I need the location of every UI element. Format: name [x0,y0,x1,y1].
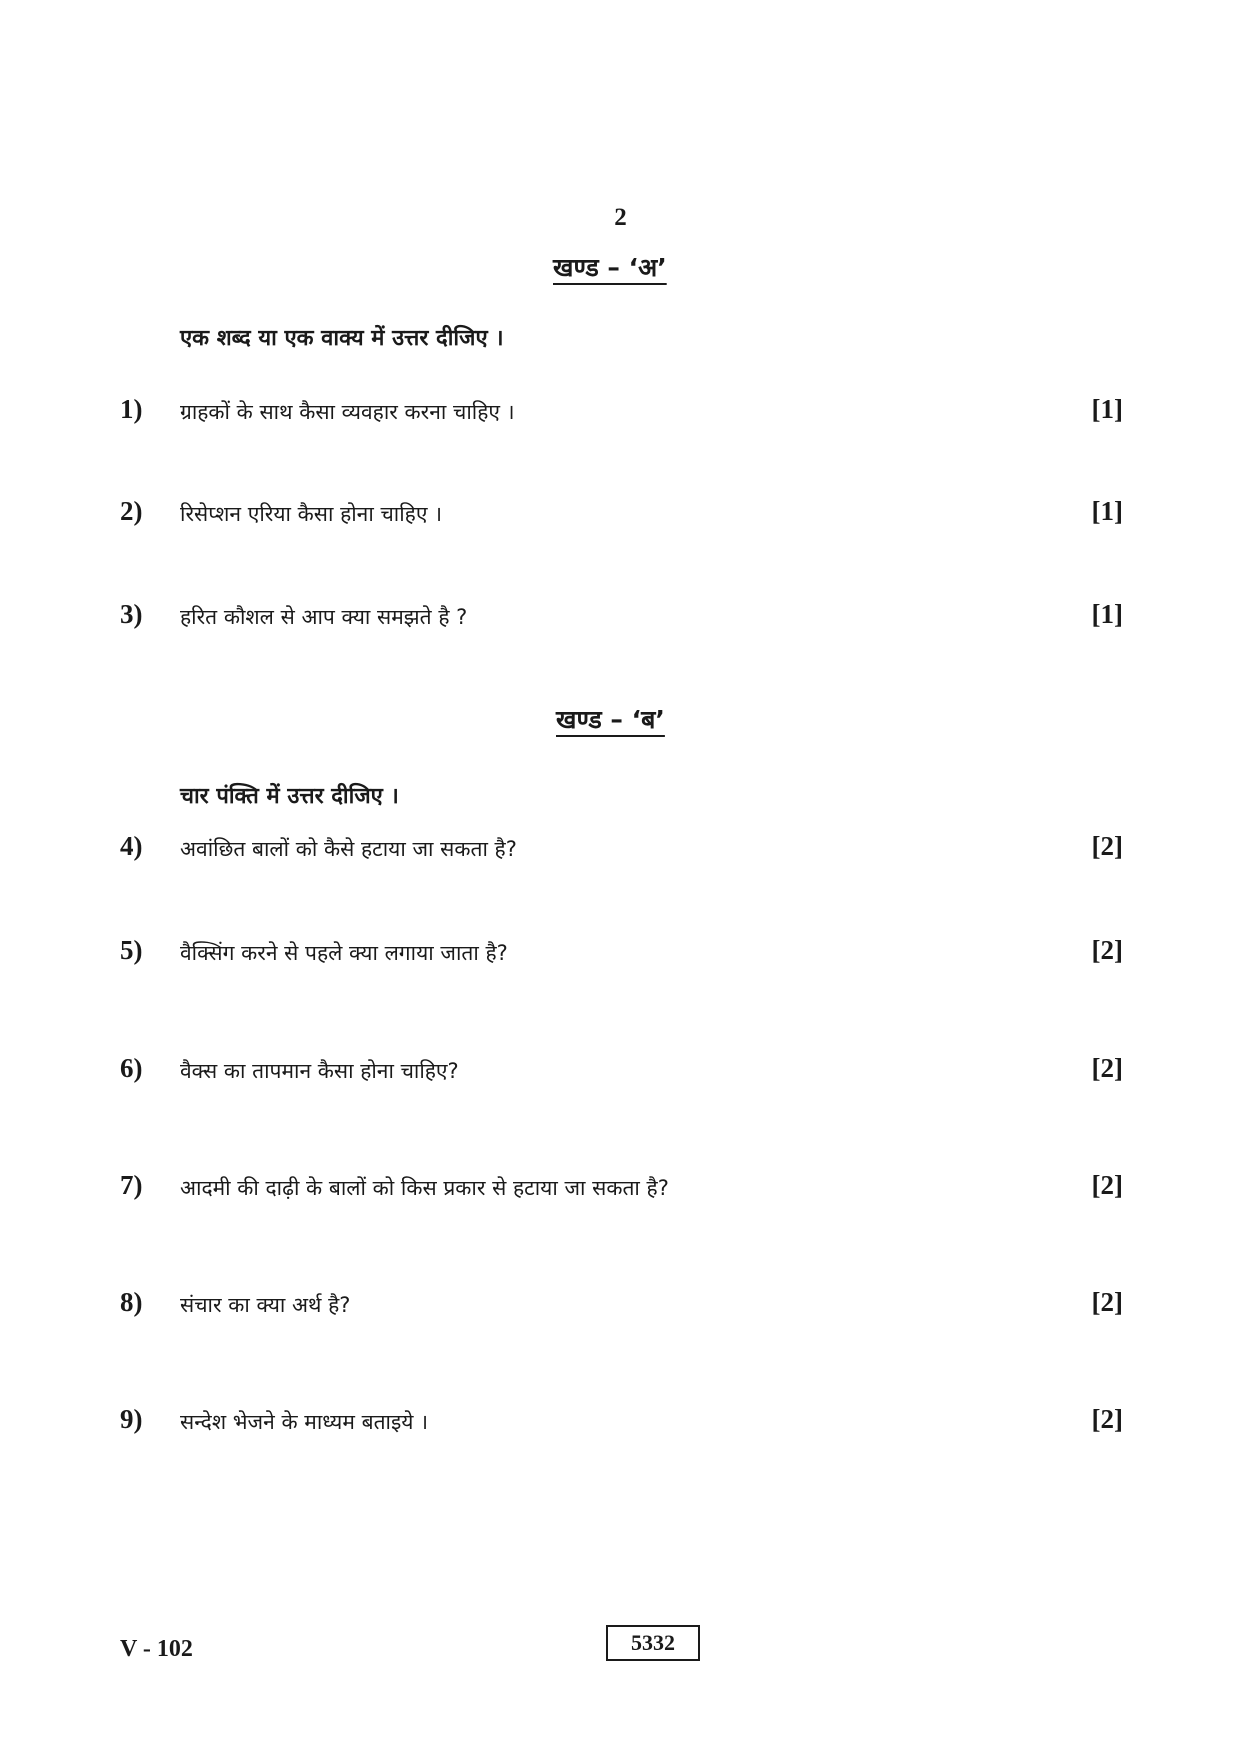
page-number: 2 [614,204,627,231]
question-number: 6) [120,1053,143,1083]
question-marks: [2] [1091,1053,1123,1083]
question-text: हरित कौशल से आप क्या समझते है ? [180,605,468,629]
page-box-number: 5332 [606,1625,700,1661]
question-text: आदमी की दाढ़ी के बालों को किस प्रकार से हटाया जा सकता है? [180,1176,669,1200]
question-marks: [2] [1091,831,1123,861]
paper-code: V - 102 [120,1636,193,1662]
question-number: 5) [120,935,143,965]
section-b-title: खण्ड – ‘ब’ [556,705,665,734]
question-text: वैक्सिंग करने से पहले क्या लगाया जाता है? [180,941,508,965]
question-text: वैक्स का तापमान कैसा होना चाहिए? [180,1059,459,1083]
question-number: 3) [120,599,143,629]
section-b-instruction: चार पंक्ति में उत्तर दीजिए । [180,784,399,809]
question-text: संचार का क्या अर्थ है? [180,1293,351,1317]
section-a-title: खण्ड – ‘अ’ [553,253,667,282]
question-text: सन्देश भेजने के माध्यम बताइये । [180,1410,429,1434]
question-marks: [1] [1091,394,1123,424]
question-number: 2) [120,496,143,526]
question-number: 1) [120,394,143,424]
question-marks: [2] [1091,1170,1123,1200]
question-number: 4) [120,831,143,861]
question-number: 8) [120,1287,143,1317]
question-text: ग्राहकों के साथ कैसा व्यवहार करना चाहिए । [180,400,515,424]
question-marks: [2] [1091,1404,1123,1434]
question-marks: [2] [1091,1287,1123,1317]
question-text: अवांछित बालों को कैसे हटाया जा सकता है? [180,837,517,861]
section-a-instruction: एक शब्द या एक वाक्य में उत्तर दीजिए । [180,326,504,351]
question-marks: [2] [1091,935,1123,965]
question-marks: [1] [1091,496,1123,526]
question-text: रिसेप्शन एरिया कैसा होना चाहिए । [180,502,443,526]
question-number: 7) [120,1170,143,1200]
question-number: 9) [120,1404,143,1434]
question-marks: [1] [1091,599,1123,629]
